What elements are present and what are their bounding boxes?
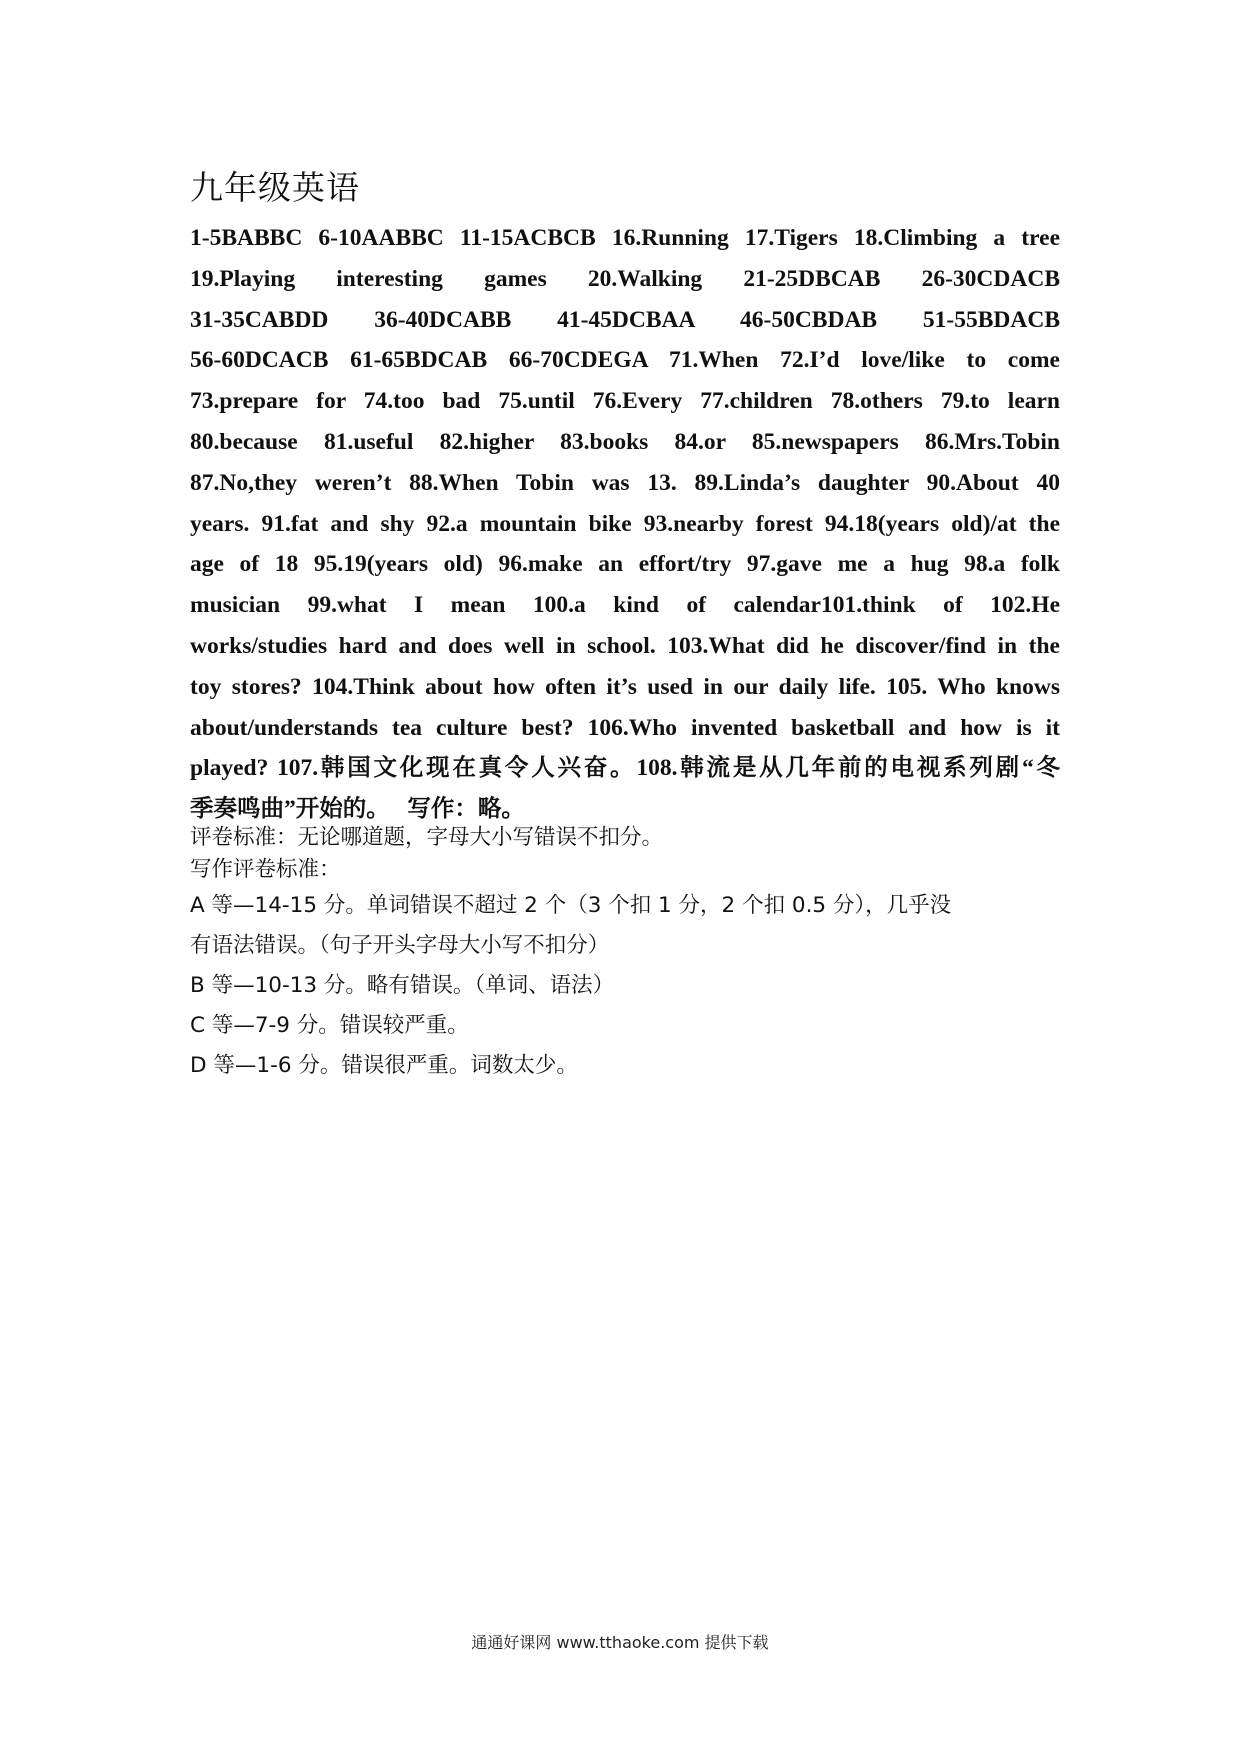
answer-line: 季奏鸣曲”开始的。 写作：略。	[190, 796, 525, 823]
answer-line: 19.Playing interesting games 20.Walking 21-25DBCAB 26-30CDACB	[190, 265, 1060, 292]
grade-c-criteria: C 等—7-9 分。错误较严重。	[190, 1013, 469, 1038]
answer-line: years. 91.fat and shy 92.a mountain bike 93.nearby forest 94.18(years old)/at the	[190, 510, 1060, 537]
grade-d-criteria: D 等—1-6 分。错误很严重。词数太少。	[190, 1053, 578, 1078]
answer-line: 87.No,they weren’t 88.When Tobin was 13. 89.Linda’s daughter 90.About 40	[190, 469, 1060, 496]
page-title: 九年级英语	[190, 168, 360, 207]
grade-a-criteria: A 等—14-15 分。单词错误不超过 2 个（3 个扣 1 分，2 个扣 0.5 分），几乎没	[190, 893, 952, 918]
answer-line: 56-60DCACB 61-65BDCAB 66-70CDEGA 71.When 72.I’d love/like to come	[190, 347, 1060, 374]
answer-line: toy stores? 104.Think about how often it’s used in our daily life. 105. Who knows	[190, 673, 1060, 700]
answer-key	[190, 218, 1060, 830]
answer-line: 31-35CABDD 36-40DCABB 41-45DCBAA 46-50CBDAB 51-55BDACB	[190, 306, 1060, 333]
grade-a-criteria-cont: 有语法错误。（句子开头字母大小写不扣分）	[190, 933, 610, 958]
answer-line: 1-5BABBC 6-10AABBC 11-15ACBCB 16.Running 17.Tigers 18.Climbing a tree	[190, 225, 1060, 251]
answer-line: works/studies hard and does well in school. 103.What did he discover/find in the	[190, 632, 1060, 659]
footer-download-note: 通通好课网 www.tthaoke.com 提供下载	[471, 1633, 769, 1652]
answer-line: musician 99.what I mean 100.a kind of calendar101.think of 102.He	[190, 592, 1060, 619]
answer-line: age of 18 95.19(years old) 96.make an effort/try 97.gave me a hug 98.a folk	[190, 551, 1060, 578]
writing-marking-title: 写作评卷标准：	[190, 857, 341, 882]
marking-criteria	[190, 822, 1070, 1086]
grade-b-criteria: B 等—10-13 分。略有错误。（单词、语法）	[190, 973, 615, 998]
answer-line: 73.prepare for 74.too bad 75.until 76.Every 77.children 78.others 79.to learn	[190, 388, 1060, 415]
answer-line: about/understands tea culture best? 106.Who invented basketball and how is it	[190, 714, 1060, 741]
answer-line: 80.because 81.useful 82.higher 83.books 84.or 85.newspapers 86.Mrs.Tobin	[190, 428, 1060, 455]
general-marking-standard: 评卷标准：无论哪道题，字母大小写错误不扣分。	[190, 825, 664, 850]
answer-line: played? 107.韩国文化现在真令人兴奋。108.韩流是从几年前的电视系列剧“冬	[190, 755, 1060, 782]
